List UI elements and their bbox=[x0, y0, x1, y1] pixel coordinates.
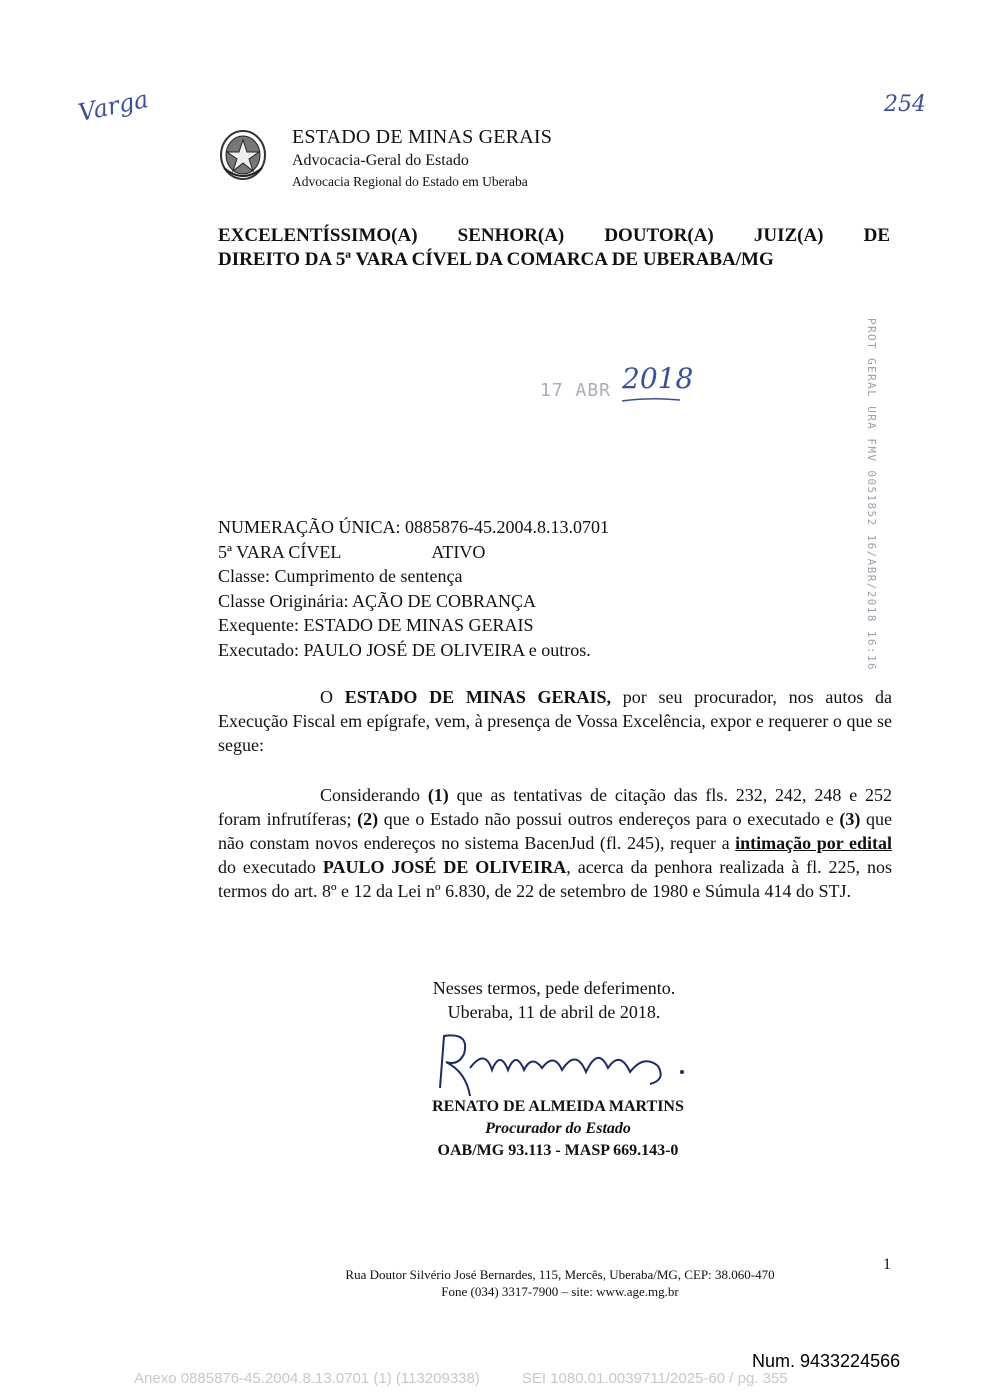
handwritten-note-top-left: Varga bbox=[75, 84, 151, 128]
emphasis-intimacao-por-edital: intimação por edital bbox=[735, 833, 892, 853]
signer-block bbox=[380, 1096, 736, 1162]
received-date-stamp bbox=[540, 362, 694, 412]
case-court-line bbox=[218, 540, 609, 565]
signer-name: RENATO DE ALMEIDA MARTINS bbox=[432, 1098, 684, 1115]
closing-place-date: Uberaba, 11 de abril de 2018. bbox=[447, 1002, 661, 1022]
closing-request: Nesses termos, pede deferimento. bbox=[432, 978, 676, 998]
document-id-watermark: Num. 9433224566 bbox=[752, 1351, 901, 1371]
paragraph-request: Considerando (1) que as tentativas de citação das fls. 232, 242, 248 e 252 foram infrutíferas; (2) que o Estado não possui outros endereços para o executado e (3) que não constam novos endereços no sistema BacenJud (fl. 245), requer a intimação por edital do executado PAULO JOSÉ DE OLIVEIRA, acerca da penhora realizada à fl. 225, nos termos do art. 8º e 12 da Lei nº 6.830, de 22 de setembro de 1980 e Súmula 414 do STJ. bbox=[218, 785, 892, 901]
closing-block bbox=[380, 976, 728, 1024]
header-organization: Advocacia-Geral do Estado bbox=[292, 152, 469, 169]
protocol-stamp: PROT GERAL URA FMV 0051852 16/ABR/2018 16:16 bbox=[865, 318, 878, 671]
case-court: 5ª VARA CÍVEL bbox=[218, 541, 342, 562]
header-regional-office: Advocacia Regional do Estado em Uberaba bbox=[292, 174, 528, 189]
case-defendant: Executado: PAULO JOSÉ DE OLIVEIRA e outros. bbox=[218, 639, 591, 660]
footer-address: Rua Doutor Silvério José Bernardes, 115, Mercês, Uberaba/MG, CEP: 38.060-470 bbox=[345, 1267, 775, 1282]
state-coat-of-arms-icon bbox=[218, 128, 268, 182]
annex-watermark bbox=[134, 1370, 788, 1387]
footer-contact: Fone (034) 3317-7900 – site: www.age.mg.br bbox=[441, 1284, 679, 1299]
case-status: ATIVO bbox=[431, 541, 486, 562]
stamp-printed-date: 17 ABR bbox=[540, 380, 612, 401]
signer-role: Procurador do Estado bbox=[485, 1120, 631, 1137]
paragraph-introduction: O ESTADO DE MINAS GERAIS, por seu procurador, nos autos da Execução Fiscal em epígrafe, vem, à presença de Vossa Excelência, expor e requerer o que se segue: bbox=[218, 687, 893, 755]
case-class: Classe: Cumprimento de sentença bbox=[218, 566, 463, 586]
handwritten-signature bbox=[430, 1028, 700, 1100]
sei-reference: SEI 1080.01.0039711/2025-60 / pg. 355 bbox=[521, 1370, 788, 1387]
case-number: NUMERAÇÃO ÚNICA: 0885876-45.2004.8.13.0701 bbox=[218, 517, 609, 537]
case-plaintiff: Exequente: ESTADO DE MINAS GERAIS bbox=[218, 615, 534, 635]
signer-registration: OAB/MG 93.113 - MASP 669.143-0 bbox=[437, 1142, 679, 1159]
annex-reference: Anexo 0885876-45.2004.8.13.0701 (1) (113209338) bbox=[134, 1370, 480, 1387]
case-info bbox=[218, 515, 609, 662]
addressee-line-2: DIREITO DA 5ª VARA CÍVEL DA COMARCA DE UBERABA/MG bbox=[218, 249, 774, 270]
handwritten-folio-number: 254 bbox=[884, 92, 926, 117]
addressee-line-1: EXCELENTÍSSIMO(A) SENHOR(A) DOUTOR(A) JUIZ(A) DE bbox=[218, 225, 890, 246]
case-original-class: Classe Originária: AÇÃO DE COBRANÇA bbox=[218, 590, 536, 611]
header-state-name: ESTADO DE MINAS GERAIS bbox=[292, 126, 553, 148]
stamp-underline bbox=[620, 396, 682, 404]
addressee-block bbox=[218, 224, 890, 272]
stamp-handwritten-year: 2018 bbox=[622, 362, 694, 395]
page-footer bbox=[260, 1266, 860, 1300]
page-number: 1 bbox=[883, 1256, 891, 1273]
